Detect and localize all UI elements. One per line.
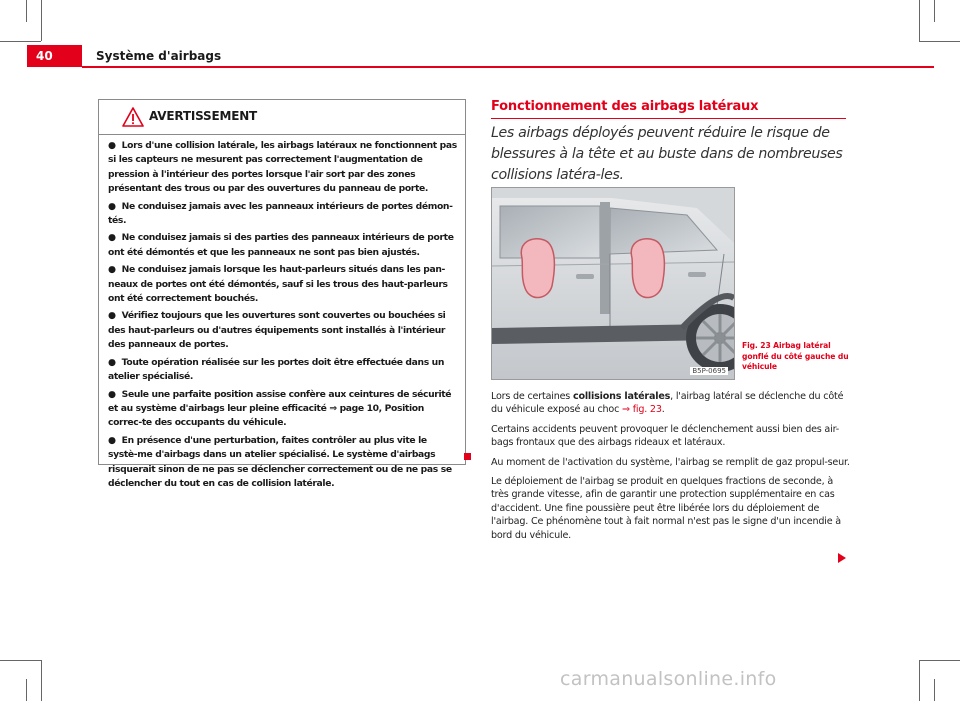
page-reference-link[interactable]: page 10, Position correc-te des occupants du véhicule. xyxy=(108,402,424,429)
crop-mark xyxy=(919,0,920,41)
warning-item xyxy=(108,434,457,492)
crop-mark xyxy=(919,41,960,42)
warning-item-text: Vérifiez toujours que les ouvertures sont couvertes ou bouchées si des haut-parleurs ou d'autres équipements sont installés à l'intérieur des panneaux de portes. xyxy=(108,310,446,351)
bullet-icon: ● xyxy=(108,310,116,322)
warning-box xyxy=(98,99,466,489)
crop-mark xyxy=(0,41,41,42)
crop-mark xyxy=(26,679,27,701)
continue-arrow-icon xyxy=(838,553,846,563)
crop-mark xyxy=(41,660,42,701)
paragraph: Certains accidents peuvent provoquer le déclenchement aussi bien des air-bags frontaux que des airbags rideaux et latéraux. xyxy=(491,423,839,449)
body-text xyxy=(491,390,851,548)
warning-triangle-icon xyxy=(122,107,144,127)
paragraph: Au moment de l'activation du système, l'airbag se remplit de gaz propul-seur. xyxy=(491,456,850,468)
warning-item-text: Ne conduisez jamais si des parties des panneaux intérieurs de porte ont été démontés et que les panneaux ne sont pas bien ajustés. xyxy=(108,232,454,258)
warning-item xyxy=(108,139,457,197)
crop-mark xyxy=(26,0,27,22)
bullet-icon: ● xyxy=(108,356,116,368)
bullet-icon: ● xyxy=(108,232,116,244)
header-rule xyxy=(82,66,934,68)
bullet-icon: ● xyxy=(108,434,116,446)
crop-mark xyxy=(919,660,920,701)
bullet-icon: ● xyxy=(108,200,116,212)
warning-item xyxy=(108,356,457,385)
crop-mark xyxy=(41,0,42,41)
crop-mark xyxy=(934,679,935,701)
watermark: carmanualsonline.info xyxy=(560,668,777,690)
warning-item-text: Lors d'une collision latérale, les airbags latéraux ne fonctionnent pas si les capteurs ne mesurent pas correctement l'augmentation de pression à l'intérieur des portes lorsque l'air sort par des zones présentant des trous ou par des ouvertures du panneau de porte. xyxy=(108,140,457,195)
text-span: . xyxy=(661,404,665,416)
warning-list xyxy=(99,135,465,491)
figure-caption: Fig. 23 Airbag latéral gonflé du côté gauche du véhicule xyxy=(742,341,849,372)
figure-reference-link[interactable]: ⇒ fig. 23 xyxy=(622,404,662,416)
text-span: , l'airbag latéral se déclenche du côté du véhicule exposé au choc xyxy=(491,391,844,416)
bullet-icon: ● xyxy=(108,140,116,151)
figure-code: B5P-0695 xyxy=(692,367,726,375)
warning-item-text: Toute opération réalisée sur les portes doit être effectuée dans un atelier spécialisé. xyxy=(108,356,445,383)
warning-header xyxy=(99,100,465,135)
page-number: 40 xyxy=(36,49,53,63)
warning-item xyxy=(108,388,457,431)
warning-item xyxy=(108,231,457,260)
crop-mark xyxy=(934,0,935,22)
warning-title: AVERTISSEMENT xyxy=(149,109,258,123)
warning-item xyxy=(108,309,457,352)
section-rule xyxy=(491,118,846,119)
bullet-icon: ● xyxy=(108,388,116,400)
crop-mark xyxy=(0,660,41,661)
warning-item xyxy=(108,263,457,306)
warning-item-text: Ne conduisez jamais lorsque les haut-parleurs situés dans les pan-neaux de portes ont été démontés, sauf si les trous des haut-parleurs ont été correctement bouchés. xyxy=(108,264,448,305)
section-end-marker xyxy=(464,453,471,460)
cross-reference-arrow: ⇒ xyxy=(329,402,337,414)
warning-item-text: Ne conduisez jamais avec les panneaux intérieurs de portes démon-tés. xyxy=(108,200,453,227)
text-span: Lors de certaines xyxy=(491,391,573,402)
car-illustration xyxy=(492,188,734,379)
warning-item xyxy=(108,200,457,229)
warning-item-text: En présence d'une perturbation, faites contrôler au plus vite le systè-me d'airbags dans un atelier spécialisé. Le système d'airbags risquerait sinon de ne pas se déclencher correctement ou de ne pas se déclencher du tout en cas de collision latérale. xyxy=(108,434,452,489)
bullet-icon: ● xyxy=(108,264,116,276)
paragraph xyxy=(491,390,851,417)
bold-term: collisions latérales xyxy=(572,391,671,402)
figure-side-airbag xyxy=(491,187,735,380)
crop-mark xyxy=(919,660,960,661)
section-title: Fonctionnement des airbags latéraux xyxy=(491,99,759,114)
warning-item-text: Seule une parfaite position assise confère aux ceintures de sécurité et au système d'airbags leur pleine efficacité xyxy=(108,388,452,414)
paragraph: Le déploiement de l'airbag se produit en quelques fractions de seconde, à très grande vitesse, afin de garantir une protection supplémentaire en cas d'accident. Une fine poussière peut être libérée lors du déploiement de l'airbag. Ce phénomène tout à fait normal n'est pas le signe d'un incendie à bord du véhicule. xyxy=(491,476,841,541)
chapter-title: Système d'airbags xyxy=(96,49,222,63)
section-intro: Les airbags déployés peuvent réduire le risque de blessures à la tête et au buste dans de nombreuses collisions latéra-les. xyxy=(491,125,843,183)
